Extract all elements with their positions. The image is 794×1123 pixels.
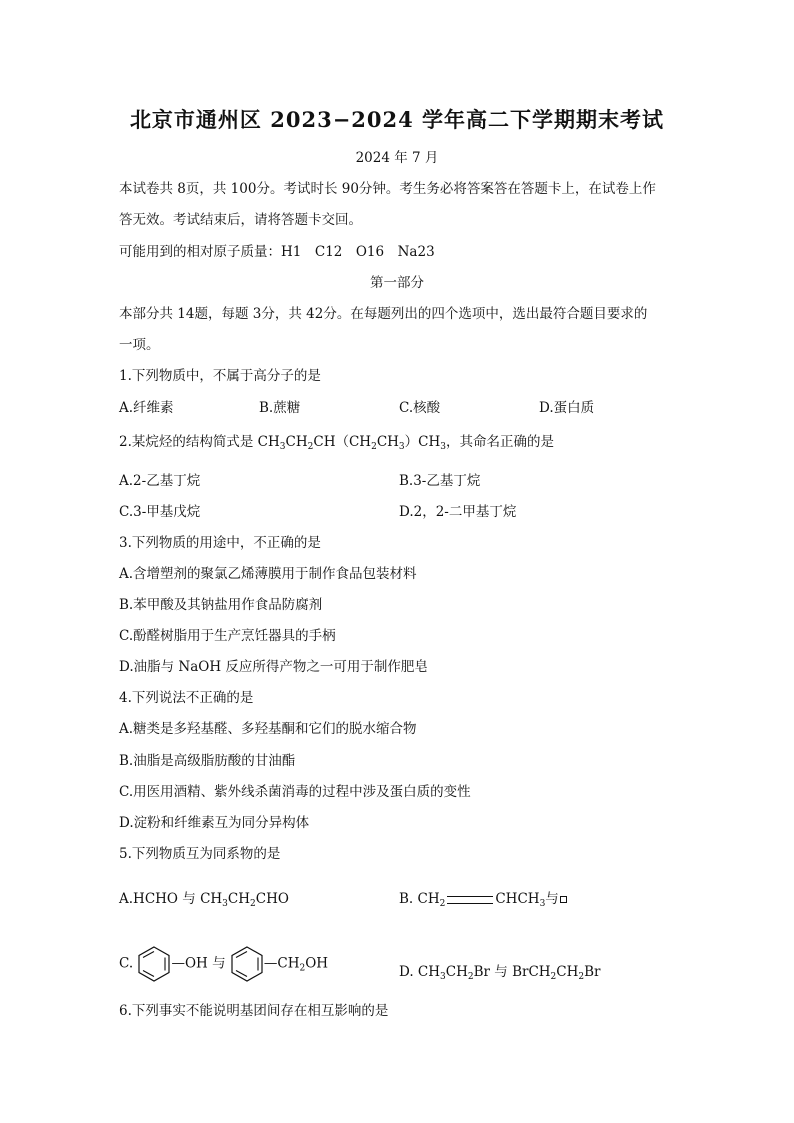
part1-desc-line-2: 一项。	[119, 337, 160, 353]
q1-option-b: B.蔗糖	[259, 400, 301, 416]
formula-part: CH	[445, 964, 468, 980]
formula-part: ）CH	[404, 434, 441, 450]
q5-option-c	[119, 945, 328, 983]
subscript: 3	[440, 442, 446, 452]
subscript: 2	[467, 972, 474, 982]
formula-part: —CH	[263, 955, 300, 972]
benzene-ring-icon	[137, 945, 171, 983]
formula-part: OH	[305, 955, 329, 972]
intro-line-1: 本试卷共 8页，共 100分。考试时长 90分钟。考生务必将答案答在答题卡上，在试卷上作	[119, 181, 656, 197]
q1-option-c: C.核酸	[399, 400, 441, 416]
q3-option-c: C.酚醛树脂用于生产烹饪器具的手柄	[119, 628, 336, 644]
benzene-ring-icon	[230, 945, 264, 983]
subscript: 3	[440, 972, 446, 982]
q5-d-text: D. CH	[399, 964, 441, 980]
q2-option-d: D.2，2-二甲基丁烷	[399, 504, 517, 520]
q5-option-d	[399, 960, 601, 982]
q6-stem: 6.下列事实不能说明基团间存在相互影响的是	[119, 1003, 389, 1019]
q4-option-a: A.糖类是多羟基醛、多羟基酮和它们的脱水缩合物	[119, 721, 417, 737]
subscript: 2	[299, 963, 306, 974]
q5-stem: 5.下列物质互为同系物的是	[119, 846, 281, 862]
part1-desc-line-1: 本部分共 14题，每题 3分，共 42分。在每题列出的四个选项中，选出最符合题目要求的	[119, 306, 648, 322]
exam-title: 北京市通州区 2023−2024 学年高二下学期期末考试	[129, 107, 665, 132]
subscript: 3	[398, 442, 405, 452]
subscript: 2	[250, 899, 256, 909]
q5-option-a	[119, 887, 289, 909]
exam-date: 2024 年 7 月	[355, 150, 439, 166]
missing-structure-icon	[560, 896, 567, 903]
formula-part: Br 与 BrCH	[473, 964, 551, 980]
formula-part: CH	[285, 434, 308, 450]
subscript: 3	[279, 442, 286, 452]
subscript: 3	[539, 899, 546, 909]
q2-stem-tail: ，其命名正确的是	[446, 434, 554, 450]
q5-a-text: A.HCHO 与 CH	[119, 891, 223, 907]
subscript: 2	[371, 442, 377, 452]
formula-part: CH	[227, 891, 251, 907]
formula-part: 与	[545, 891, 559, 907]
q4-option-c: C.用医用酒精、紫外线杀菌消毒的过程中涉及蛋白质的变性	[119, 784, 471, 800]
q4-option-d: D.淀粉和纤维素互为同分异构体	[119, 815, 310, 831]
formula-part: CHO	[255, 891, 289, 907]
q5-c-label: C.	[119, 955, 134, 972]
q2-option-c: C.3-甲基戊烷	[119, 504, 201, 520]
q5-b-text: B. CH	[399, 891, 440, 907]
formula-part: —OH 与	[171, 955, 226, 972]
q1-option-d: D.蛋白质	[539, 400, 595, 416]
intro-line-2: 答无效。考试结束后，请将答题卡交回。	[119, 212, 362, 228]
formula-part: CH（CH	[313, 434, 372, 450]
formula-part: CH	[556, 964, 579, 980]
part1-heading: 第一部分	[370, 275, 424, 291]
subscript: 2	[439, 899, 446, 909]
q3-option-a: A.含增塑剂的聚氯乙烯薄膜用于制作食品包装材料	[119, 566, 417, 582]
q2-stem	[119, 430, 554, 452]
q1-stem: 1.下列物质中，不属于高分子的是	[119, 368, 321, 384]
q4-stem: 4.下列说法不正确的是	[119, 690, 254, 706]
subscript: 2	[578, 972, 585, 982]
subscript: 3	[222, 899, 228, 909]
q2-option-b: B.3-乙基丁烷	[399, 473, 481, 489]
q2-option-a: A.2-乙基丁烷	[119, 473, 201, 489]
q4-option-b: B.油脂是高级脂肪酸的甘油酯	[119, 753, 296, 769]
q5-option-b	[399, 887, 567, 909]
formula-part: CHCH	[495, 891, 540, 907]
atomic-mass-line: 可能用到的相对原子质量：H1 C12 O16 Na23	[119, 244, 435, 260]
double-bond-icon	[447, 896, 493, 904]
subscript: 2	[550, 972, 557, 982]
q3-option-b: B.苯甲酸及其钠盐用作食品防腐剂	[119, 597, 323, 613]
q3-option-d: D.油脂与 NaOH 反应所得产物之一可用于制作肥皂	[119, 659, 428, 675]
subscript: 2	[307, 442, 314, 452]
q1-option-a: A.纤维素	[119, 400, 174, 416]
q2-stem-text: 2.某烷烃的结构简式是 CH	[119, 434, 280, 450]
q3-stem: 3.下列物质的用途中，不正确的是	[119, 535, 321, 551]
formula-part: CH	[376, 434, 399, 450]
formula-part: Br	[584, 964, 601, 980]
